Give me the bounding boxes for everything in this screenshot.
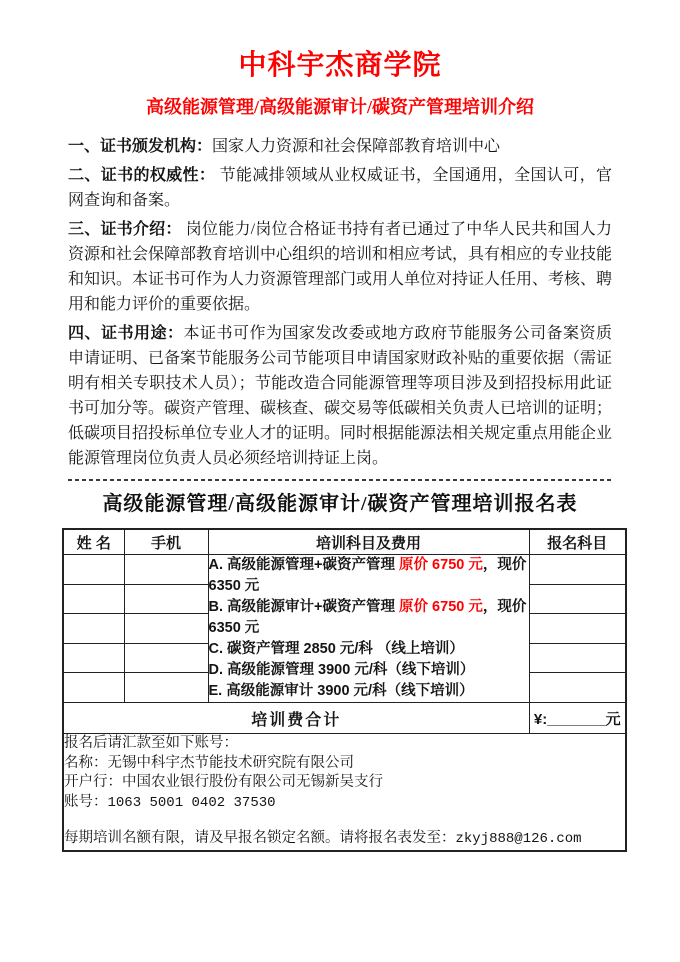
payment-info <box>63 734 626 851</box>
enroll-subject-input-cell[interactable] <box>529 614 626 644</box>
original-price-highlight: 原价 6750 元 <box>399 557 483 573</box>
section-label-2: 二、证书的权威性： <box>68 167 216 184</box>
name-input-cell[interactable] <box>63 673 124 703</box>
contact-email: zkyj888@126.com <box>455 831 582 847</box>
col-header-name: 姓 名 <box>63 529 124 555</box>
name-input-cell[interactable] <box>63 584 124 614</box>
dashed-divider <box>68 479 612 481</box>
section-text-1: 国家人力资源和社会保障部教育培训中心 <box>212 138 501 155</box>
name-input-cell[interactable] <box>63 614 124 644</box>
course-option-a: A. 高级能源管理+碳资产管理 原价 6750 元，现价 6350 元 <box>208 557 527 594</box>
page-subtitle: 高级能源管理/高级能源审计/碳资产管理培训介绍 <box>146 97 534 117</box>
table-header-row <box>63 529 626 555</box>
col-header-phone: 手机 <box>124 529 208 555</box>
course-option-e: E. 高级能源审计 3900 元/科（线下培训） <box>208 683 474 699</box>
payment-bank-branch: 开户行：中国农业银行股份有限公司无锡新吴支行 <box>64 774 383 790</box>
section-paragraph-4 <box>68 321 612 471</box>
total-amount-cell[interactable]: ¥:_______元 <box>529 703 626 734</box>
form-title: 高级能源管理/高级能源审计/碳资产管理培训报名表 <box>102 493 578 515</box>
section-label-4: 四、证书用途： <box>68 325 184 342</box>
account-number: 1063 5001 0402 37530 <box>107 794 276 811</box>
section-paragraph-2 <box>68 163 612 213</box>
payment-account-name: 名称：无锡中科宇杰节能技术研究院有限公司 <box>64 754 354 771</box>
col-header-enroll-subject: 报名科目 <box>529 529 626 555</box>
phone-input-cell[interactable] <box>124 643 208 673</box>
section-label-1: 一、证书颁发机构： <box>68 138 213 155</box>
table-row <box>63 555 626 585</box>
payment-row <box>63 734 626 851</box>
page-title: 中科宇杰商学院 <box>238 50 442 81</box>
enroll-subject-input-cell[interactable] <box>529 673 626 703</box>
registration-table <box>62 528 627 852</box>
section-paragraph-1 <box>68 134 612 159</box>
course-option-d: D. 高级能源管理 3900 元/科（线下培训） <box>208 662 475 678</box>
enroll-subject-input-cell[interactable] <box>529 643 626 673</box>
name-input-cell[interactable] <box>63 643 124 673</box>
section-text-2: 节能减排领域从业权威证书，全国通用，全国认可，官网查询和备案。 <box>68 167 612 209</box>
enroll-subject-input-cell[interactable] <box>529 555 626 585</box>
course-options-cell <box>208 555 529 703</box>
total-row <box>63 703 626 734</box>
course-option-b: B. 高级能源审计+碳资产管理 原价 6750 元，现价 6350 元 <box>208 599 527 636</box>
phone-input-cell[interactable] <box>124 555 208 585</box>
col-header-course-fee: 培训科目及费用 <box>208 529 529 555</box>
course-option-c: C. 碳资产管理 2850 元/科 （线上培训） <box>208 641 464 657</box>
payment-heading: 报名后请汇款至如下账号： <box>64 735 238 751</box>
section-text-3: 岗位能力/岗位合格证书持有者已通过了中华人民共和国人力资源和社会保障部教育培训中心组织的培训和相应考试，具有相应的专业技能和知识。本证书可作为人力资源管理部门或用人单位对持证人任用、考核、聘用和能力评价的重要依据。 <box>68 221 613 313</box>
deadline-note: 每期培训名额有限，请及早报名锁定名额。请将报名表发至：zkyj888@126.com <box>64 830 582 847</box>
payment-account-number-line: 账号：1063 5001 0402 37530 <box>64 793 276 811</box>
phone-input-cell[interactable] <box>124 673 208 703</box>
original-price-highlight: 原价 6750 元 <box>399 599 483 615</box>
section-label-3: 三、证书介绍： <box>68 221 182 238</box>
section-text-4: 本证书可作为国家发改委或地方政府节能服务公司备案资质申请证明、已备案节能服务公司节能项目申请国家财政补贴的重要依据（需证明有相关专职技术人员）；节能改造合同能源管理等项目涉及到招投标用此证书可加分等。碳资产管理、碳核查、碳交易等低碳相关负责人已培训的证明；低碳项目招投标单位专业人才的证明。同时根据能源法相关规定重点用能企业能源管理岗位负责人员必须经培训持证上岗。 <box>68 325 613 467</box>
section-paragraph-3 <box>68 217 612 317</box>
name-input-cell[interactable] <box>63 555 124 585</box>
intro-sections <box>68 134 612 471</box>
phone-input-cell[interactable] <box>124 614 208 644</box>
phone-input-cell[interactable] <box>124 584 208 614</box>
total-label: 培训费合计 <box>63 703 529 734</box>
enroll-subject-input-cell[interactable] <box>529 584 626 614</box>
